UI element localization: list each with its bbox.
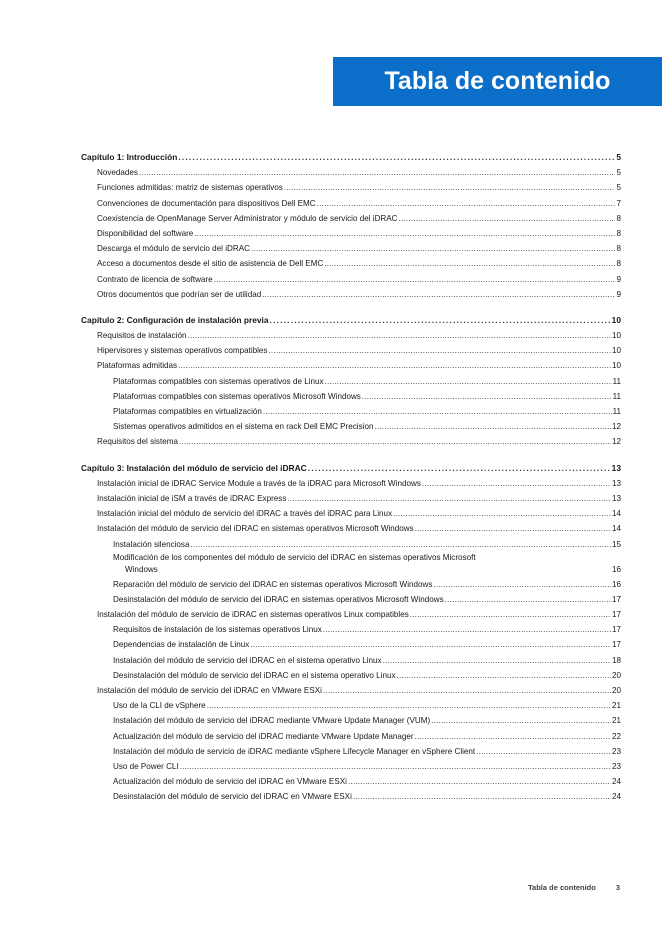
toc-page-number: 8 [616, 213, 621, 223]
toc-page-number: 9 [616, 289, 621, 299]
toc-page-number: 11 [612, 407, 621, 416]
leader-dots [362, 389, 612, 404]
toc-page-number: 10 [611, 361, 621, 371]
toc-page-number: 16 [611, 579, 621, 589]
leader-dots [393, 506, 611, 521]
toc-entry[interactable] [81, 419, 621, 434]
leader-dots [214, 272, 616, 287]
leader-dots [476, 744, 611, 759]
leader-dots [433, 577, 611, 592]
toc-page-number: 18 [611, 655, 621, 665]
toc-page-number: 14 [611, 509, 621, 519]
toc-entry-title-continued: Windows [125, 565, 158, 575]
toc-page-number: 8 [616, 228, 621, 238]
toc-page-number: 17 [611, 640, 621, 650]
leader-dots [262, 287, 615, 302]
toc-entry-title: Modificación de los componentes del módulo de servicio del iDRAC en sistemas operativos Microsoft [113, 552, 476, 562]
toc-entry[interactable] [81, 491, 621, 506]
toc-page-number: 20 [611, 670, 621, 680]
leader-dots [207, 698, 611, 713]
toc-page-number: 5 [616, 168, 621, 178]
toc-entry-title: Plataformas compatibles con sistemas operativos Microsoft Windows [113, 391, 361, 401]
toc-entry[interactable] [81, 196, 621, 211]
toc-entry[interactable] [81, 328, 621, 343]
leader-dots [431, 713, 611, 728]
toc-entry[interactable] [81, 404, 621, 419]
toc-entry-title: Sistemas operativos admitidos en el sistema en rack Dell EMC Precision [113, 422, 374, 432]
toc-entry[interactable] [81, 358, 621, 373]
toc-page-number: 17 [611, 594, 621, 604]
toc-entry-title: Contrato de licencia de software [97, 274, 213, 284]
toc-entry-title: Actualización del módulo de servicio del iDRAC mediante VMware Update Manager [113, 731, 414, 741]
toc-entry-title: Instalación del módulo de servicio de iDRAC en sistemas operativos Linux compatibles [97, 610, 409, 620]
toc-entry[interactable] [81, 272, 621, 287]
leader-dots [188, 328, 611, 343]
toc-chapter[interactable] [81, 461, 621, 476]
toc-entry-title: Plataformas admitidas [97, 361, 178, 371]
leader-dots [397, 668, 611, 683]
toc-entry-title: Dependencias de instalación de Linux [113, 640, 250, 650]
toc-entry-title: Disponibilidad del software [97, 228, 194, 238]
toc-page-number: 16 [611, 565, 621, 575]
leader-dots [287, 491, 611, 506]
toc-chapter-title: Capítulo 3: Instalación del módulo de servicio del iDRAC [81, 462, 307, 473]
toc-entry[interactable] [81, 592, 621, 607]
leader-dots [324, 256, 615, 271]
toc-entry[interactable] [81, 226, 621, 241]
toc-entry-title: Requisitos de instalación [97, 331, 187, 341]
toc-page-number: 13 [611, 478, 621, 488]
toc-entry[interactable] [81, 256, 621, 271]
toc-entry-title: Actualización del módulo de servicio del iDRAC en VMware ESXi [113, 777, 347, 787]
toc-entry[interactable] [81, 180, 621, 195]
toc-entry-title: Acceso a documentos desde el sitio de asistencia de Dell EMC [97, 259, 324, 269]
toc-page-number: 11 [612, 391, 621, 401]
toc-entry-title: Otros documentos que podrían ser de utilidad [97, 289, 262, 299]
toc-page-number: 17 [611, 610, 621, 620]
leader-dots [263, 404, 612, 419]
toc-entry-title: Plataformas compatibles con sistemas operativos de Linux [113, 376, 324, 386]
toc-entry[interactable] [81, 506, 621, 521]
leader-dots [415, 729, 611, 744]
toc-entry[interactable] [81, 211, 621, 226]
toc-page-number: 10 [611, 331, 621, 341]
leader-dots [250, 637, 611, 652]
toc-entry-title: Descarga el módulo de servicio del iDRAC [97, 244, 250, 254]
toc-entry[interactable] [81, 241, 621, 256]
leader-dots [178, 358, 611, 373]
toc-entry-title: Instalación inicial del módulo de servicio del iDRAC a través del iDRAC para Linux [97, 509, 393, 519]
leader-dots [180, 759, 611, 774]
leader-dots [399, 211, 616, 226]
leader-dots [353, 789, 611, 804]
page-footer [470, 883, 620, 892]
toc-page-number: 24 [611, 792, 621, 802]
toc-entry-title: Requisitos del sistema [97, 437, 178, 447]
toc-entry[interactable] [81, 683, 621, 698]
toc-page-number: 23 [611, 761, 621, 771]
toc-entry-title: Convenciones de documentación para dispositivos Dell EMC [97, 198, 316, 208]
leader-dots [251, 241, 616, 256]
page-title: Tabla de contenido [384, 67, 611, 95]
toc-entry[interactable] [81, 759, 621, 774]
toc-entry-title: Instalación silenciosa [113, 539, 190, 549]
toc-entry-title: Plataformas compatibles en virtualización [113, 407, 262, 416]
leader-dots [179, 434, 611, 449]
leader-dots [348, 774, 611, 789]
toc-entry-title: Hipervisores y sistemas operativos compatibles [97, 346, 268, 356]
toc-entry-title: Novedades [97, 168, 138, 178]
toc-page-number: 21 [611, 701, 621, 711]
toc-entry-title: Uso de Power CLI [113, 761, 179, 771]
leader-dots [190, 537, 611, 552]
table-of-contents [81, 150, 621, 805]
toc-page-number: 5 [616, 152, 621, 162]
leader-dots [268, 343, 611, 358]
toc-entry-title: Requisitos de instalación de los sistemas operativos Linux [113, 625, 322, 635]
toc-entry-title: Instalación del módulo de servicio del iDRAC mediante VMware Update Manager (VUM) [113, 716, 431, 726]
page-title-banner [333, 57, 662, 106]
toc-entry[interactable] [81, 389, 621, 404]
toc-page-number: 12 [611, 437, 621, 447]
leader-dots [178, 150, 615, 165]
leader-dots [422, 476, 611, 491]
toc-chapter-title: Capítulo 2: Configuración de instalación previa [81, 314, 269, 325]
leader-dots [415, 521, 611, 536]
toc-entry-title: Instalación inicial de iDRAC Service Module a través de la iDRAC para Microsoft Windows [97, 478, 421, 488]
toc-page-number: 20 [611, 686, 621, 695]
toc-entry-title: Instalación del módulo de servicio del iDRAC en VMware ESXi [97, 686, 322, 695]
toc-entry-title: Uso de la CLI de vSphere [113, 701, 206, 711]
toc-page-number: 14 [611, 524, 621, 534]
toc-entry[interactable] [81, 374, 621, 389]
toc-chapter[interactable] [81, 313, 621, 328]
leader-dots [410, 607, 611, 622]
toc-page-number: 22 [611, 731, 621, 741]
toc-page-number: 10 [611, 314, 621, 325]
toc-entry-title: Instalación del módulo de servicio del iDRAC en sistemas operativos Microsoft Windows [97, 524, 414, 534]
toc-entry[interactable] [81, 789, 621, 804]
toc-entry[interactable] [81, 607, 621, 622]
toc-entry[interactable] [81, 744, 621, 759]
leader-dots [270, 313, 611, 328]
toc-entry[interactable] [81, 476, 621, 491]
toc-page-number: 8 [616, 244, 621, 254]
leader-dots [383, 653, 611, 668]
toc-entry[interactable] [81, 698, 621, 713]
toc-entry[interactable] [81, 343, 621, 358]
toc-entry[interactable] [81, 637, 621, 652]
toc-entry[interactable] [81, 622, 621, 637]
toc-entry-title: Coexistencia de OpenManage Server Administrator y módulo de servicio del iDRAC [97, 213, 398, 223]
leader-dots [317, 196, 616, 211]
toc-entry[interactable] [81, 774, 621, 789]
toc-entry-title: Funciones admitidas: matriz de sistemas operativos [97, 183, 283, 193]
toc-page-number: 10 [611, 346, 621, 356]
toc-entry[interactable] [81, 165, 621, 180]
toc-entry-title: Instalación inicial de iSM a través de iDRAC Express [97, 493, 287, 503]
toc-entry[interactable] [81, 713, 621, 728]
toc-page-number: 17 [611, 625, 621, 635]
toc-page-number: 24 [611, 777, 621, 787]
toc-entry-title: Instalación del módulo de servicio del iDRAC en el sistema operativo Linux [113, 655, 382, 665]
footer-page-number: 3 [615, 883, 620, 892]
toc-page-number: 13 [611, 462, 621, 473]
leader-dots [284, 180, 616, 195]
toc-page-number: 12 [611, 422, 621, 432]
toc-page-number: 11 [612, 376, 621, 386]
toc-page-number: 21 [611, 716, 621, 726]
toc-entry[interactable] [81, 552, 621, 577]
toc-page-number: 13 [611, 493, 621, 503]
toc-chapter-title: Capítulo 1: Introducción [81, 152, 178, 162]
toc-page-number: 7 [616, 198, 621, 208]
toc-entry[interactable] [81, 729, 621, 744]
toc-entry[interactable] [81, 668, 621, 683]
leader-dots [325, 374, 612, 389]
leader-dots [323, 622, 611, 637]
leader-dots [139, 165, 616, 180]
leader-dots [323, 683, 611, 698]
leader-dots [374, 419, 611, 434]
toc-page-number: 5 [616, 183, 621, 193]
toc-entry-title: Reparación del módulo de servicio del iDRAC en sistemas operativos Microsoft Windows [113, 579, 433, 589]
toc-page-number: 23 [611, 746, 621, 756]
toc-page-number: 8 [616, 259, 621, 269]
toc-page-number: 15 [611, 539, 621, 549]
leader-dots [308, 461, 611, 476]
toc-entry-title: Desinstalación del módulo de servicio del iDRAC en sistemas operativos Microsoft Windows [113, 594, 444, 604]
toc-entry[interactable] [81, 577, 621, 592]
toc-entry-title: Desinstalación del módulo de servicio del iDRAC en el sistema operativo Linux [113, 670, 396, 680]
leader-dots [194, 226, 615, 241]
toc-entry[interactable] [81, 287, 621, 302]
leader-dots [445, 592, 611, 607]
toc-entry-title: Desinstalación del módulo de servicio del iDRAC en VMware ESXi [113, 792, 352, 802]
toc-page-number: 9 [616, 274, 621, 284]
toc-entry[interactable] [81, 521, 621, 536]
toc-entry[interactable] [81, 653, 621, 668]
toc-entry[interactable] [81, 434, 621, 449]
toc-chapter[interactable] [81, 150, 621, 165]
toc-entry[interactable] [81, 537, 621, 552]
toc-entry-title: Instalación del módulo de servicio de iDRAC mediante vSphere Lifecycle Manager en vSphere Client [113, 746, 476, 756]
footer-label: Tabla de contenido [528, 883, 596, 892]
